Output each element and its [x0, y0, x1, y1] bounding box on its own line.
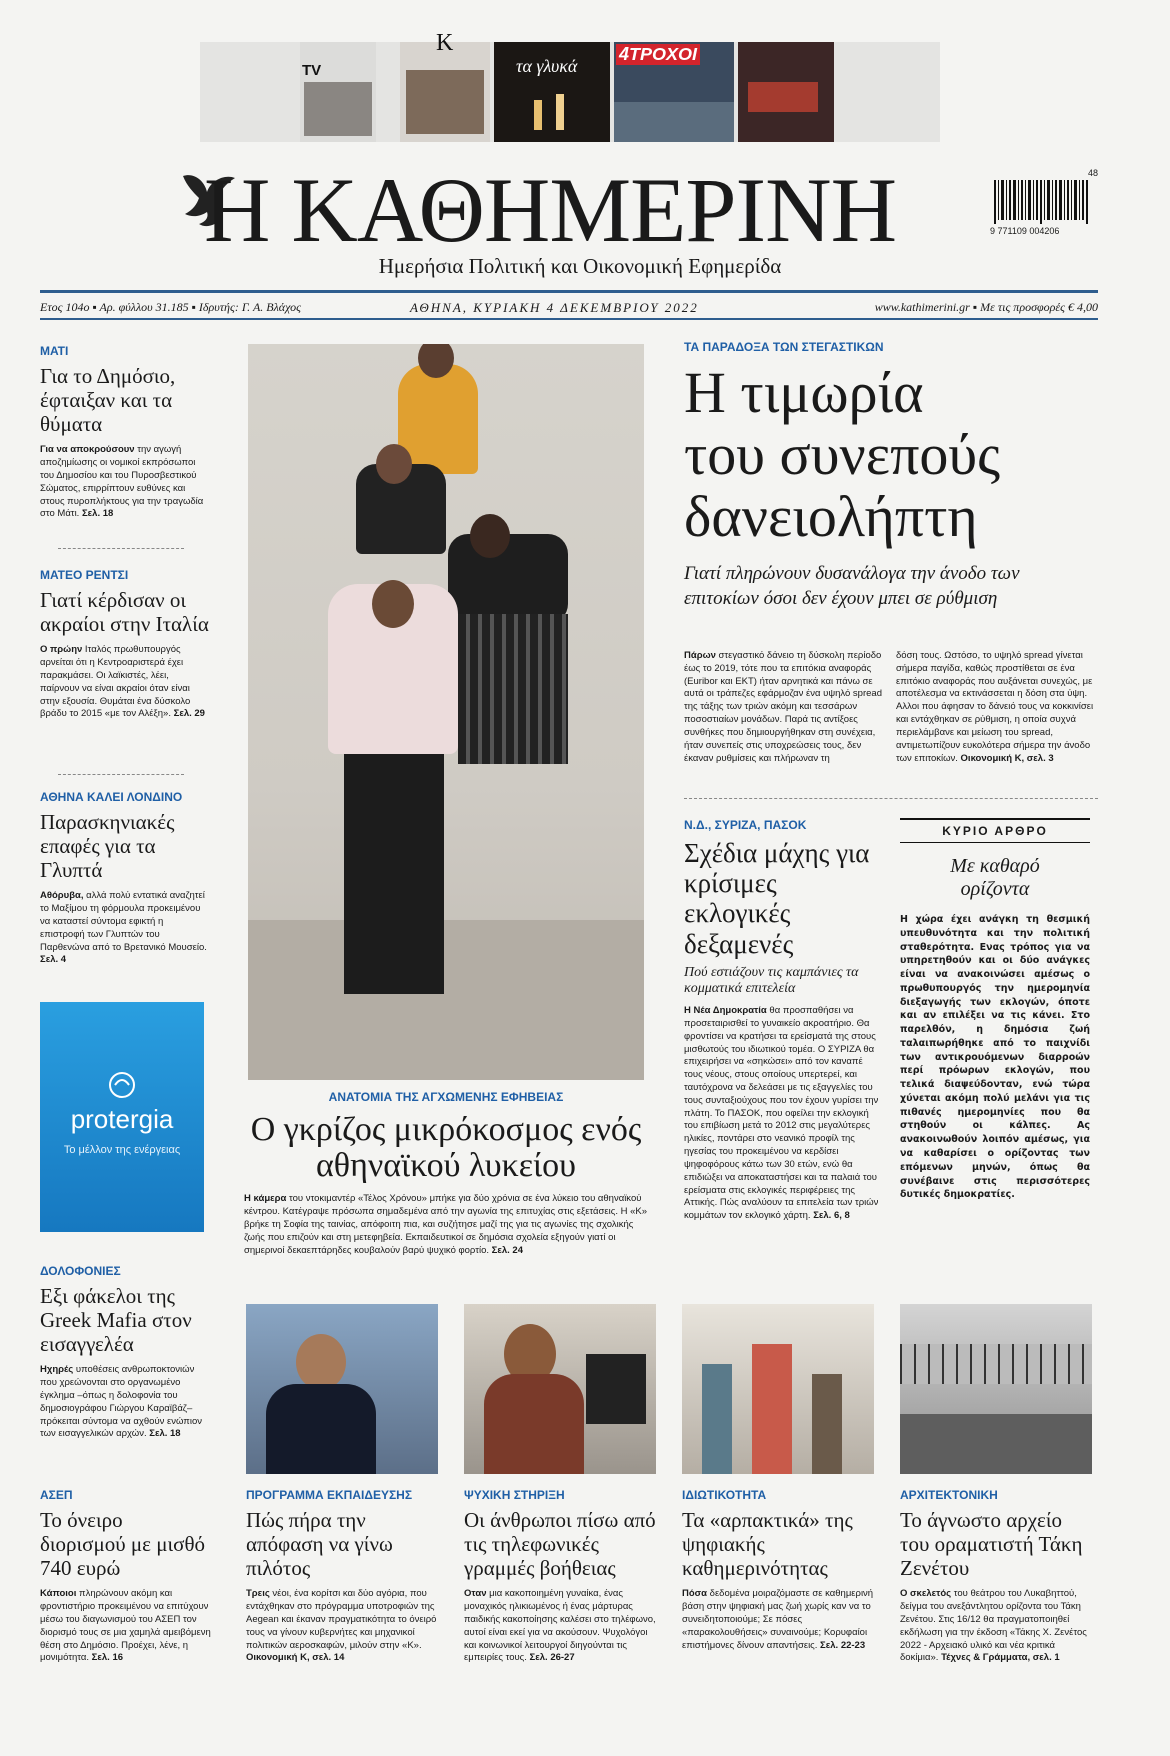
editorial-label: ΚΥΡΙΟ ΑΡΘΡΟ	[900, 818, 1090, 843]
story-kicker: ΤΑ ΠΑΡΑΔΟΞΑ ΤΩΝ ΣΤΕΓΑΣΤΙΚΩΝ	[684, 340, 884, 354]
lead-headline-3: δανειολήπτη	[684, 484, 978, 549]
barcode	[990, 168, 1100, 240]
story-body: Η κάμερα του ντοκιμαντέρ «Τέλος Χρόνου» μπήκε για δύο χρόνια σε ένα λύκειο του αθηναϊκού κέντρου. Κατέγραψε πρόσωπα σημαδεμένα από την αγωνία της επιτυχίας στις εξετάσεις. Η «Κ» βρήκε τη Σοφία της ταινίας, απόφοιτη πια, και συζήτησε μαζί της για τις αγωνίες της σχολικής ζωής που επιζούν και στη μετεφηβεία. Εκπαιδευτικοί σε δημόσια σχολεία εξηγούν γιατί οι σημερινοί δεκαεπτάρηδες κουβαλούν βαρύ ψυχικό φορτίο. Σελ. 24	[244, 1193, 648, 1256]
story-headline: Ο γκρίζος μικρόκοσμος ενός αθηναϊκού λυκείου	[250, 1111, 642, 1184]
dateline-center: ΑΘΗΝΑ, ΚΥΡΙΑΚΗ 4 ΔΕΚΕΜΒΡΙΟΥ 2022	[410, 300, 699, 315]
story-kicker: ΔΟΛΟΦΟΝΙΕΣ	[40, 1264, 121, 1278]
story-headline: Παρασκηνιακές επαφές για τα Γλυπτά	[40, 810, 175, 883]
barcode-number-top: 48	[1087, 168, 1098, 178]
story-body: Κάποιοι πληρώνουν ακόμη και φροντιστήριο προκειμένου να επιτύχουν μέσω του διαγωνισμού του ΑΣΕΠ τον διορισμό τους σε μια χαμηλά αμειβόμενη θέση στο Δημόσιο. Προέχει, λένε, η μονιμότητα. Σελ. 16	[40, 1588, 211, 1664]
story-kicker: Ν.Δ., ΣΥΡΙΖΑ, ΠΑΣΟΚ	[684, 818, 807, 832]
protergia-logo-icon	[107, 1070, 137, 1100]
bottom-story-3[interactable]	[464, 1488, 656, 1665]
center-story[interactable]	[244, 1090, 648, 1257]
bottom-story-2[interactable]	[246, 1488, 438, 1665]
k-label: K	[436, 30, 454, 56]
left-story-1[interactable]	[40, 344, 210, 521]
story-headline: Γιατί κέρδισαν οι ακραίοι στην Ιταλία	[40, 588, 209, 637]
lead-story[interactable]	[684, 340, 1098, 611]
ad-brand: protergia	[70, 1104, 174, 1134]
story-kicker: ΑΣΕΠ	[40, 1488, 73, 1502]
story-kicker: ΑΡΧΙΤΕΚΤΟΝΙΚΗ	[900, 1488, 998, 1502]
lead-deck: Γιατί πληρώνουν δυσανάλογα την άνοδο των επιτοκίων όσοι δεν έχουν μπει σε ρύθμιση	[684, 563, 1020, 609]
lead-headline-1: Η τιμωρία	[684, 360, 924, 425]
story-body: Τρεις νέοι, ένα κορίτσι και δύο αγόρια, που εντάχθηκαν στο πρόγραμμα υποτροφιών της Aegean και έκαναν πραγματικότητα το όνειρό τους να γίνουν κυβερνήτες και μηχανικοί πολιτικών αεροσκαφών, μιλούν στην «Κ». Οικονομική Κ, σελ. 14	[246, 1588, 437, 1664]
protergia-ad[interactable]	[40, 1002, 204, 1232]
story-headline: Για το Δημόσιο, έφταιξαν και τα θύματα	[40, 364, 176, 437]
story-body: Αθόρυβα, αλλά πολύ εντατικά αναζητεί το Μαξίμου τη φόρμουλα προκειμένου να καταστεί σύντομα εφικτή η επιστροφή των Γλυπτών του Παρθενώνα από το Βρετανικό Μουσείο. Σελ. 4	[40, 890, 207, 966]
dateline-left: Ετος 104ο ▪ Αρ. φύλλου 31.185 ▪ Ιδρυτής: Γ. Α. Βλάχος	[40, 300, 302, 314]
top-rule	[40, 290, 1098, 293]
story-body: Οταν μια κακοποιημένη γυναίκα, ένας μοναχικός ηλικιωμένος ή ένας μάρτυρας παιδικής κακοποίησης καλέσει στο τηλέφωνο, αυτοί είναι εκεί για να ακούσουν. Ψυχολόγοι και κοινωνικοί λειτουργοί διηγούνται τις εμπειρίες τους. Σελ. 26-27	[464, 1588, 656, 1664]
bottom-story-5[interactable]	[900, 1488, 1092, 1665]
story-headline: Το όνειρο διορισμού με μισθό 740 ευρώ	[40, 1508, 206, 1581]
tv-label: TV	[302, 62, 322, 79]
crowd-photo	[682, 1304, 874, 1474]
ad-tagline: Το μέλλον της ενέργειας	[63, 1144, 181, 1156]
bottom-story-4[interactable]	[682, 1488, 874, 1652]
story-body: Ο πρώην Ιταλός πρωθυπουργός αρνείται ότι η Κεντροαριστερά έχει παρακμάσει. Οι λαϊκιστές, λέει, παίρνουν να είναι ακραίοι όταν είναι στην εξουσία. Θυμάται ένα δύσκολο βράδυ το 2015 «με τον Αλέξη». Σελ. 29	[40, 644, 205, 720]
story-headline: Εξι φάκελοι της Greek Mafia στον εισαγγελέα	[40, 1284, 192, 1357]
trohoi-label: 4ΤΡΟΧΟΙ	[616, 44, 700, 65]
story-headline: Οι άνθρωποι πίσω από τις τηλεφωνικές γραμμές βοήθειας	[464, 1508, 656, 1581]
k-magazine-promo[interactable]	[400, 30, 490, 142]
story-body: Πόσα δεδομένα μοιραζόμαστε σε καθημερινή βάση στην ψηφιακή μας ζωή χωρίς καν να το συνειδητοποιούμε; Σε πόσες «παρακολουθήσεις» συναινούμε; Κορυφαίοι επιστήμονες δίνουν απαντήσεις. Σελ. 22-23	[682, 1588, 874, 1651]
left-story-2[interactable]	[40, 568, 210, 721]
story-body: Ο σκελετός του θεάτρου του Λυκαβηττού, δείγμα του ανεξάντλητου ορίζοντα του Τάκη Ζενέτου. Στις 16/12 θα πραγματοποιηθεί εκδήλωση για την έκδοση «Τάκης Χ. Ζενέτος 2022 - Αρχειακό υλικό και νέα κριτικά δοκίμια». Τέχνες & Γράμματα, σελ. 1	[900, 1588, 1087, 1664]
car-promo[interactable]	[738, 42, 834, 142]
lead-body-col1: Πάρων στεγαστικό δάνειο τη δύσκολη περίοδο έως το 2019, τότε που τα επιτόκια αναφοράς (Euribor και ΕΚΤ) ήταν αρνητικά και πάνω σε αυτά οι τράπεζες εφάρμοζαν ένα υψηλό spread της τάξης των τριών ακόμη και τεσσάρων ποσοστιαίων μονάδων. Παρά τις αντίξοες συνθήκες που δημιουργήθηκαν στη συνέχεια, ήταν συνεπείς στις υποχρεώσεις τους, δεν έκαναν ρυθμίσεις και πλήρωναν τη	[684, 650, 882, 764]
story-kicker: ΨΥΧΙΚΗ ΣΤΗΡΙΞΗ	[464, 1488, 565, 1502]
story-kicker: ΙΔΙΩΤΙΚΟΤΗΤΑ	[682, 1488, 767, 1502]
lead-body-col2: δόση τους. Ωστόσο, το υψηλό spread γίνεται σήμερα παγίδα, καθώς προστίθεται σε ένα επιτόκιο αναφοράς που αυξάνεται συνεχώς, με αποτέλεσμα να εκτινάσσεται η δόση στα ύψη. Αλλοι που άφησαν το δάνειό τους να κοκκινίσει και εντάχθηκαν σε ρύθμιση, η οποία συχνά περιελάμβανε και μείωση του spread, αντιμετωπίζουν ευκολότερα σήμερα την άνοδο των επιτοκίων. Οικονομική Κ, σελ. 3	[896, 650, 1094, 764]
trohoi-promo[interactable]	[614, 42, 734, 142]
divider	[684, 798, 1098, 799]
divider	[58, 774, 184, 775]
story-kicker: ΑΝΑΤΟΜΙΑ ΤΗΣ ΑΓΧΩΜΕΝΗΣ ΕΦΗΒΕΙΑΣ	[328, 1090, 564, 1104]
story-body: Η Νέα Δημοκρατία θα προσπαθήσει να προσεταιρισθεί το γυναικείο ακροατήριο. Θα φροντίσει να κρατήσει τα ερείσματά της στους μισθωτούς του ιδιωτικού τομέα. Ο ΣΥΡΙΖΑ θα επιχειρήσει να «σηκώσει» από τον καναπέ τους νέους, στους οποίους υπερτερεί, και ταυτόχρονα να δελεάσει με τις εξαγγελίες του τους συνταξιούχους που τον έχουν γυρίσει την πλάτη. Το ΠΑΣΟΚ, που οφείλει την εκλογική του επιβίωση μετά το 2012 στις μεγαλύτερες ηλικίες, ποντάρει στο νεανικό προφίλ της ηγεσίας του προκειμένου να κερδίσει ψηφοφόρους κάτω των 30 ετών, ενώ θα επιδιώξει να αποκαταστήσει και τα παλαιά του ερείσματα στις εκλογικές περιφέρειες της Αττικής. Πώς αναλύουν τα επιτελεία των τριών κομμάτων τον εκλογικό χάρτη. Σελ. 6, 8	[684, 1005, 879, 1222]
story-kicker: ΜΑΤΙ	[40, 344, 69, 358]
story-kicker: ΠΡΟΓΡΑΜΜΑ ΕΚΠΑΙΔΕΥΣΗΣ	[246, 1488, 413, 1502]
story-kicker: ΑΘΗΝΑ ΚΑΛΕΙ ΛΟΝΔΙΝΟ	[40, 790, 183, 804]
story-headline: Σχέδια μάχης για κρίσιμες εκλογικές δεξαμενές	[684, 838, 870, 959]
tv-promo[interactable]	[300, 42, 376, 142]
theater-photo	[900, 1304, 1092, 1474]
sweets-label: τα γλυκά	[516, 56, 578, 76]
barcode-number: 9 771109 004206	[990, 226, 1060, 236]
barcode-icon	[994, 180, 1094, 224]
students-photo	[248, 344, 644, 1080]
story-headline: Το άγνωστο αρχείο του οραματιστή Τάκη Ζενέτου	[900, 1508, 1083, 1581]
story-body: Για να αποκρούσουν την αγωγή αποζημίωσης οι νομικοί εκπρόσωποι του Δημοσίου και του Πυροσβεστικού Σώματος, επιρρίπτουν ευθύνες και στους πυροπλήκτους για την τραγωδία στο Μάτι. Σελ. 18	[40, 444, 204, 520]
dateline-rule	[40, 318, 1098, 320]
promo-strip	[200, 30, 940, 142]
left-story-4[interactable]	[40, 1264, 210, 1441]
story-headline: Τα «αρπακτικά» της ψηφιακής καθημερινότητας	[682, 1508, 853, 1581]
editorial-box[interactable]	[900, 818, 1090, 1258]
dateline-right: www.kathimerini.gr ▪ Με τις προσφορές € 4,00	[874, 300, 1098, 314]
sweets-promo[interactable]	[494, 42, 610, 142]
masthead-title: Η ΚΑΘΗΜΕΡΙΝΗ	[203, 159, 897, 261]
pilot-photo	[246, 1304, 438, 1474]
helpline-photo	[464, 1304, 656, 1474]
story-deck: Πού εστιάζουν τις καμπάνιες τα κομματικά επιτελεία	[684, 964, 859, 997]
story-headline: Πώς πήρα την απόφαση να γίνω πιλότος	[246, 1508, 393, 1581]
masthead-subtitle: Ημερήσια Πολιτική και Οικονομική Εφημερίδα	[378, 254, 782, 278]
story-kicker: ΜΑΤΕΟ ΡΕΝΤΣΙ	[40, 568, 129, 582]
editorial-body: Η χώρα έχει ανάγκη τη θεσμική υπευθυνότητα και την πολιτική σταθερότητα. Ενας τρόπος για να υπηρετηθούν και οι δύο ανάγκες είναι να ανακοινώσει αμέσως ο πρωθυπουργός την ημερομηνία διεξαγωγής των εκλογών, όποτε και αν επιλέξει να τις κάνει. Στο παρελθόν, η δημόσια ζωή ταλαιπωρήθηκε από το παιχνίδι των αντικρουόμενων διαρροών περί πρόωρων εκλογών, που τελικά διαψεύδονταν, ενώ τώρα χύνεται ακόμη πολύ μελάνι για τις πιθανές ημερομηνίες που θα στηθούν οι κάλπες. Ας ανακοινωθούν λοιπόν αμέσως, για να καθαρίσει ο ορίζοντας των επόμενων μηνών, όπως θα συνέβαινε στις περισσότερες δυτικές δημοκρατίες.	[900, 914, 1090, 1201]
lead-headline-2: του συνεπούς	[684, 422, 1001, 487]
left-story-3[interactable]	[40, 790, 210, 967]
bottom-story-1[interactable]	[40, 1488, 212, 1665]
story-body: Ηχηρές υποθέσεις ανθρωποκτονιών που χρεώνονται στο οργανωμένο έγκλημα –όπως η δολοφονία του δημοσιογράφου Γιώργου Καραϊβάζ– πρόκειται σύντομα να αχθούν ενώπιον των εισαγγελικών αρχών. Σελ. 18	[40, 1364, 202, 1440]
editorial-headline: Με καθαρό ορίζοντα	[950, 855, 1040, 900]
divider	[58, 548, 184, 549]
politics-story[interactable]	[684, 818, 880, 1223]
